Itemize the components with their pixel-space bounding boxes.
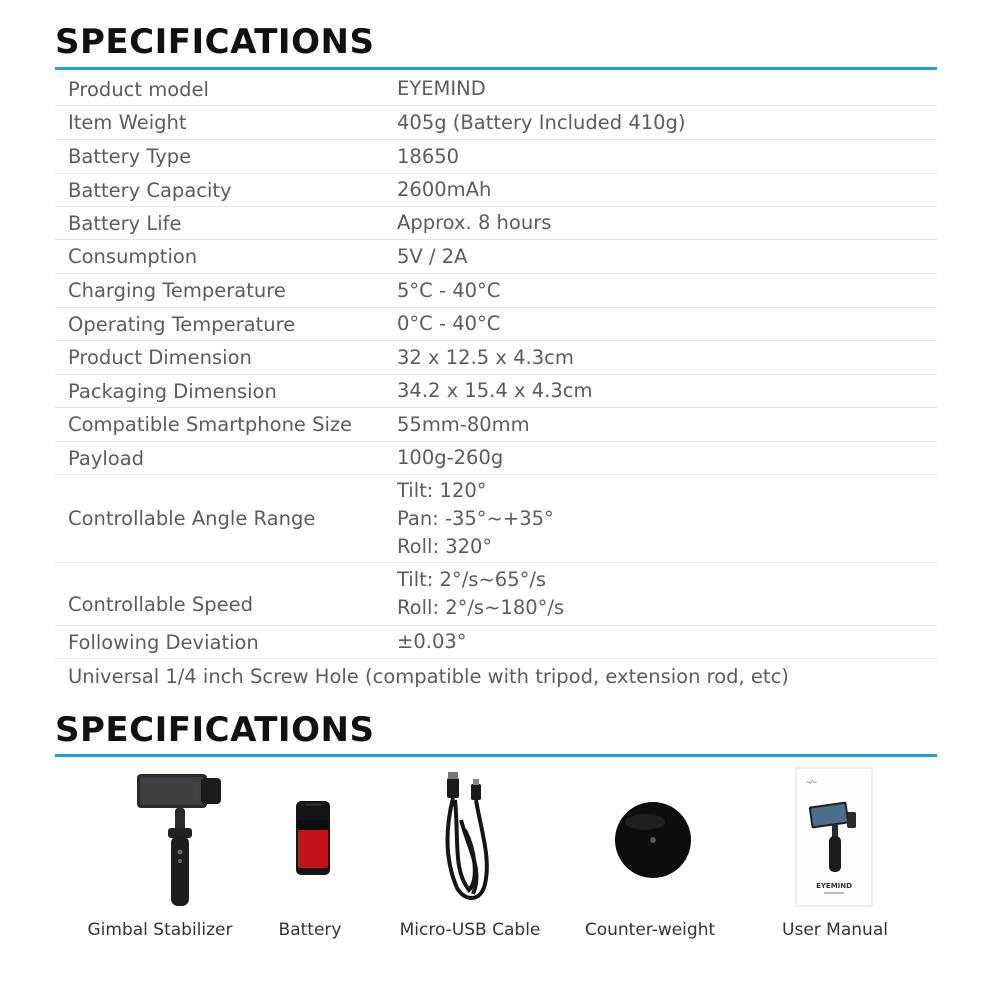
spec-label: Controllable Speed bbox=[68, 592, 253, 616]
spec-row-compatible-smartphone-size bbox=[55, 408, 937, 442]
spec-label: Controllable Angle Range bbox=[68, 507, 316, 530]
spec-row-battery-type bbox=[55, 140, 937, 174]
spec-row-controllable-speed bbox=[55, 563, 937, 626]
accessory-caption: User Manual bbox=[782, 920, 888, 940]
accessory-gimbal-stabilizer bbox=[75, 760, 245, 960]
accessory-battery bbox=[225, 760, 395, 960]
micro-usb-cable-image bbox=[385, 760, 555, 910]
spec-value-line: Tilt: 120° bbox=[397, 478, 487, 502]
spec-value: 405g (Battery Included 410g) bbox=[397, 110, 686, 134]
spec-row-charging-temperature bbox=[55, 274, 937, 308]
spec-value: 34.2 x 15.4 x 4.3cm bbox=[397, 379, 593, 402]
spec-label: Product model bbox=[68, 77, 209, 101]
counter-weight-image bbox=[565, 760, 735, 910]
spec-value: 2600mAh bbox=[397, 178, 492, 201]
spec-value: 5V / 2A bbox=[397, 244, 468, 268]
spec-row-product-dimension bbox=[55, 341, 937, 375]
spec-row-product-model bbox=[55, 73, 937, 106]
specifications-title: SPECIFICATIONS bbox=[55, 22, 375, 62]
spec-value-line: Roll: 320° bbox=[397, 534, 493, 558]
spec-row-consumption bbox=[55, 240, 937, 274]
spec-value-line: Tilt: 2°/s~65°/s bbox=[397, 568, 547, 591]
accessory-user-manual bbox=[750, 760, 920, 960]
spec-value: 0°C - 40°C bbox=[397, 312, 501, 335]
spec-value bbox=[397, 566, 937, 622]
spec-label: Following Deviation bbox=[68, 630, 259, 654]
spec-row-following-deviation bbox=[55, 626, 937, 659]
spec-row-controllable-angle-range bbox=[55, 475, 937, 563]
spec-label: Compatible Smartphone Size bbox=[68, 413, 353, 436]
accessory-counter-weight bbox=[565, 760, 735, 960]
spec-row-payload bbox=[55, 442, 937, 475]
accessory-caption: Battery bbox=[278, 920, 342, 940]
spec-value: 100g-260g bbox=[397, 446, 504, 469]
accessories-row bbox=[55, 760, 937, 960]
spec-label: Charging Temperature bbox=[68, 279, 286, 302]
spec-label: Consumption bbox=[68, 245, 198, 268]
spec-label: Battery Capacity bbox=[68, 178, 232, 202]
spec-label: Product Dimension bbox=[68, 346, 252, 369]
accessory-caption: Gimbal Stabilizer bbox=[87, 920, 233, 940]
user-manual-image bbox=[750, 760, 920, 910]
spec-value: 18650 bbox=[397, 144, 460, 168]
title-underline bbox=[55, 67, 937, 70]
spec-value: ±0.03° bbox=[397, 630, 467, 653]
accessory-caption: Micro-USB Cable bbox=[399, 920, 541, 940]
spec-value: EYEMIND bbox=[397, 77, 486, 100]
spec-label: Payload bbox=[68, 446, 145, 470]
manual-cover-title: EYEMIND bbox=[816, 882, 852, 890]
spec-label: Item Weight bbox=[68, 111, 187, 134]
spec-value: 32 x 12.5 x 4.3cm bbox=[397, 345, 574, 369]
spec-row-packaging-dimension bbox=[55, 375, 937, 408]
battery-image bbox=[225, 760, 395, 910]
spec-value: 55mm-80mm bbox=[397, 412, 530, 436]
spec-table bbox=[55, 73, 937, 693]
spec-row-screw-hole-note bbox=[55, 659, 937, 693]
spec-row-operating-temperature bbox=[55, 308, 937, 341]
accessory-caption: Counter-weight bbox=[584, 920, 716, 940]
spec-row-battery-life bbox=[55, 207, 937, 240]
accessory-micro-usb-cable bbox=[385, 760, 555, 960]
spec-label: Operating Temperature bbox=[68, 312, 296, 336]
title-underline bbox=[55, 754, 937, 757]
spec-value-line: Pan: -35°~+35° bbox=[397, 506, 554, 530]
spec-value bbox=[397, 477, 937, 561]
spec-row-item-weight bbox=[55, 106, 937, 140]
spec-label: Battery Type bbox=[68, 145, 192, 168]
spec-label: Battery Life bbox=[68, 211, 182, 235]
spec-label: Packaging Dimension bbox=[68, 379, 277, 403]
footer-note: Universal 1/4 inch Screw Hole (compatible with tripod, extension rod, etc) bbox=[68, 664, 789, 688]
accessories-title: SPECIFICATIONS bbox=[55, 710, 375, 750]
svg-text:~⁄~: ~⁄~ bbox=[806, 779, 818, 786]
spec-value-line: Roll: 2°/s~180°/s bbox=[397, 596, 565, 619]
spec-row-battery-capacity bbox=[55, 174, 937, 207]
spec-value: Approx. 8 hours bbox=[397, 211, 552, 234]
spec-value: 5°C - 40°C bbox=[397, 278, 501, 302]
gimbal-stabilizer-image bbox=[75, 760, 245, 910]
